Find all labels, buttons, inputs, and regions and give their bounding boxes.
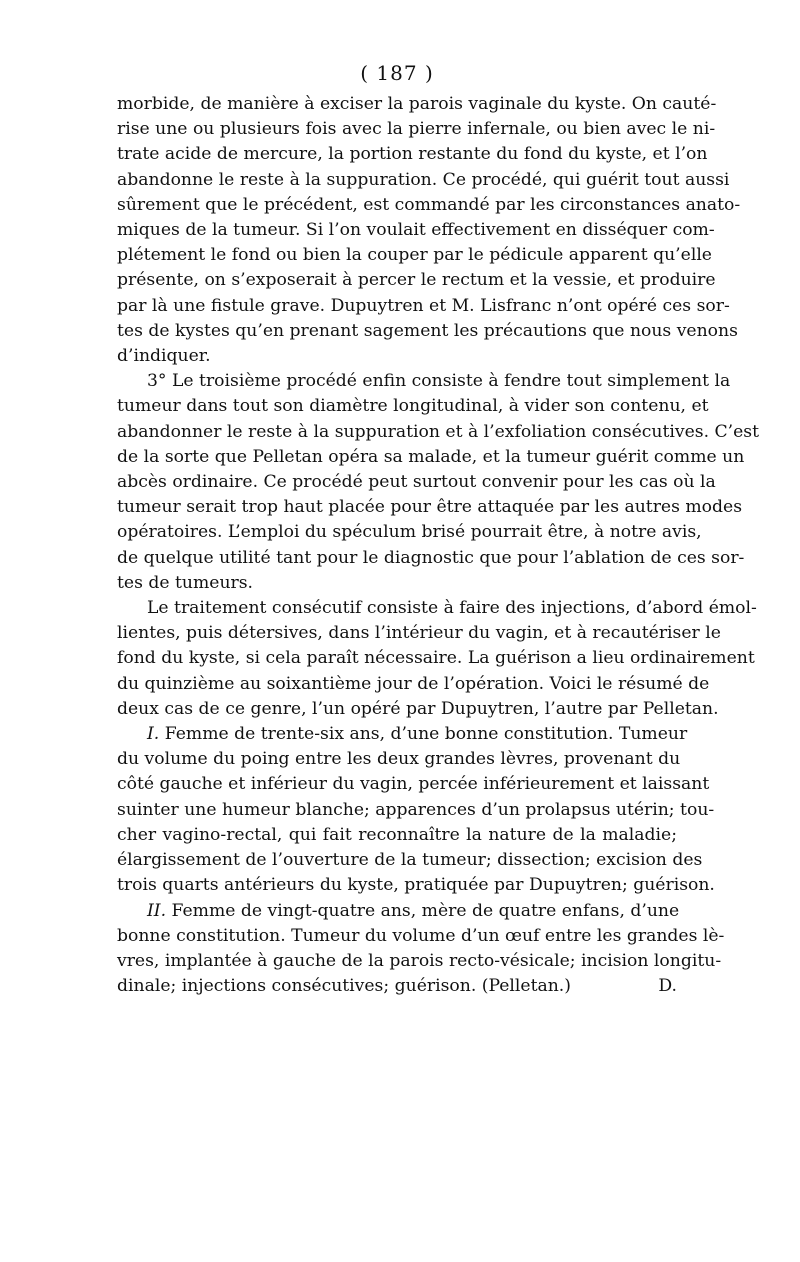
text-line: sûrement que le précédent, est commandé par les circonstances anato- [117,194,741,215]
line-text: trois quarts antérieurs du kyste, pratiquée par Dupuytren; guérison. [117,875,715,896]
text-line: abcès ordinaire. Ce procédé peut surtout convenir pour les cas où la [117,472,716,493]
text-line: Le traitement consécutif consiste à faire des injections, d’abord émol- [147,598,757,619]
text-line [117,924,725,949]
text-line: de la sorte que Pelletan opéra sa malade, et la tumeur guérit comme un [117,446,745,467]
text-line: miques de la tumeur. Si l’on voulait effectivement en disséquer com- [117,220,715,241]
text-line: tumeur dans tout son diamètre longitudinal, à vider son contenu, et [117,396,709,417]
text-line: 3° Le troisième procédé enfin consiste à fendre tout simplement la [147,371,731,392]
text-line: rise une ou plusieurs fois avec la pierre infernale, ou bien avec le ni- [117,119,716,140]
text-line [117,949,722,974]
text-line [117,848,703,873]
text-line: opératoires. L’emploi du spéculum brisé pourrait être, à notre avis, [117,522,702,543]
text-line [117,798,715,823]
text-line [117,823,677,848]
paragraph [117,369,760,596]
text-line: de quelque utilité tant pour le diagnostic que pour l’ablation de ces sor- [117,547,745,568]
paragraph [117,596,757,722]
body-text [117,92,760,999]
text-line: par là une fistule grave. Dupuytren et M. Lisfranc n’ont opéré ces sor- [117,295,730,316]
text-line: abandonne le reste à la suppuration. Ce procédé, qui guérit tout aussi [117,169,730,190]
line-text: dinale; injections consécutives; guérison. (Pelletan.) [117,976,571,997]
case-paragraph [117,722,715,898]
line-text: cher vagino-rectal, qui fait reconnaître la nature de la maladie; [117,824,677,845]
author-signature: D. [658,976,677,997]
text-line: fond du kyste, si cela paraît nécessaire. La guérison a lieu ordinairement [117,648,755,669]
line-text: vres, implantée à gauche de la parois recto-vésicale; incision longitu- [117,950,722,971]
line-text: côté gauche et inférieur du vagin, percée inférieurement et laissant [117,774,710,795]
text-line: lientes, puis détersives, dans l’intérieur du vagin, et à recautériser le [117,623,721,644]
line-text: Femme de trente-six ans, d’une bonne constitution. Tumeur [164,724,688,745]
case-label: I. [147,724,160,745]
text-line [117,873,715,898]
text-line [117,747,681,772]
line-text: du volume du poing entre les deux grandes lèvres, provenant du [117,749,681,770]
text-line: abandonner le reste à la suppuration et à l’exfoliation consécutives. C’est [117,421,760,442]
line-text: bonne constitution. Tumeur du volume d’un œuf entre les grandes lè- [117,925,725,946]
text-line: deux cas de ce genre, l’un opéré par Dupuytren, l’autre par Pelletan. [117,698,719,719]
line-text: suinter une humeur blanche; apparences d’un prolapsus utérin; tou- [117,799,715,820]
paragraph [117,92,741,369]
text-line [117,899,680,924]
text-line: plétement le fond ou bien la couper par le pédicule apparent qu’elle [117,245,712,266]
text-line: trate acide de mercure, la portion restante du fond du kyste, et l’on [117,144,708,165]
text-line: d’indiquer. [117,346,211,367]
text-line: présente, on s’exposerait à percer le rectum et la vessie, et produire [117,270,716,291]
text-line [117,974,677,999]
text-line: morbide, de manière à exciser la parois vaginale du kyste. On cauté- [117,94,717,114]
case-paragraph [117,899,725,1000]
page [117,60,760,999]
page-number: ( 187 ) [360,61,434,85]
line-text: élargissement de l’ouverture de la tumeur; dissection; excision des [117,850,703,871]
text-line: tes de tumeurs. [117,572,254,593]
text-line [117,722,688,747]
text-line: tumeur serait trop haut placée pour être attaquée par les autres modes [117,497,743,518]
case-label: II. [147,900,167,921]
line-text: Femme de vingt-quatre ans, mère de quatre enfans, d’une [171,900,680,921]
text-line: tes de kystes qu’en prenant sagement les précautions que nous venons [117,320,738,341]
text-line: du quinzième au soixantième jour de l’opération. Voici le résumé de [117,673,710,694]
text-line [117,772,710,797]
